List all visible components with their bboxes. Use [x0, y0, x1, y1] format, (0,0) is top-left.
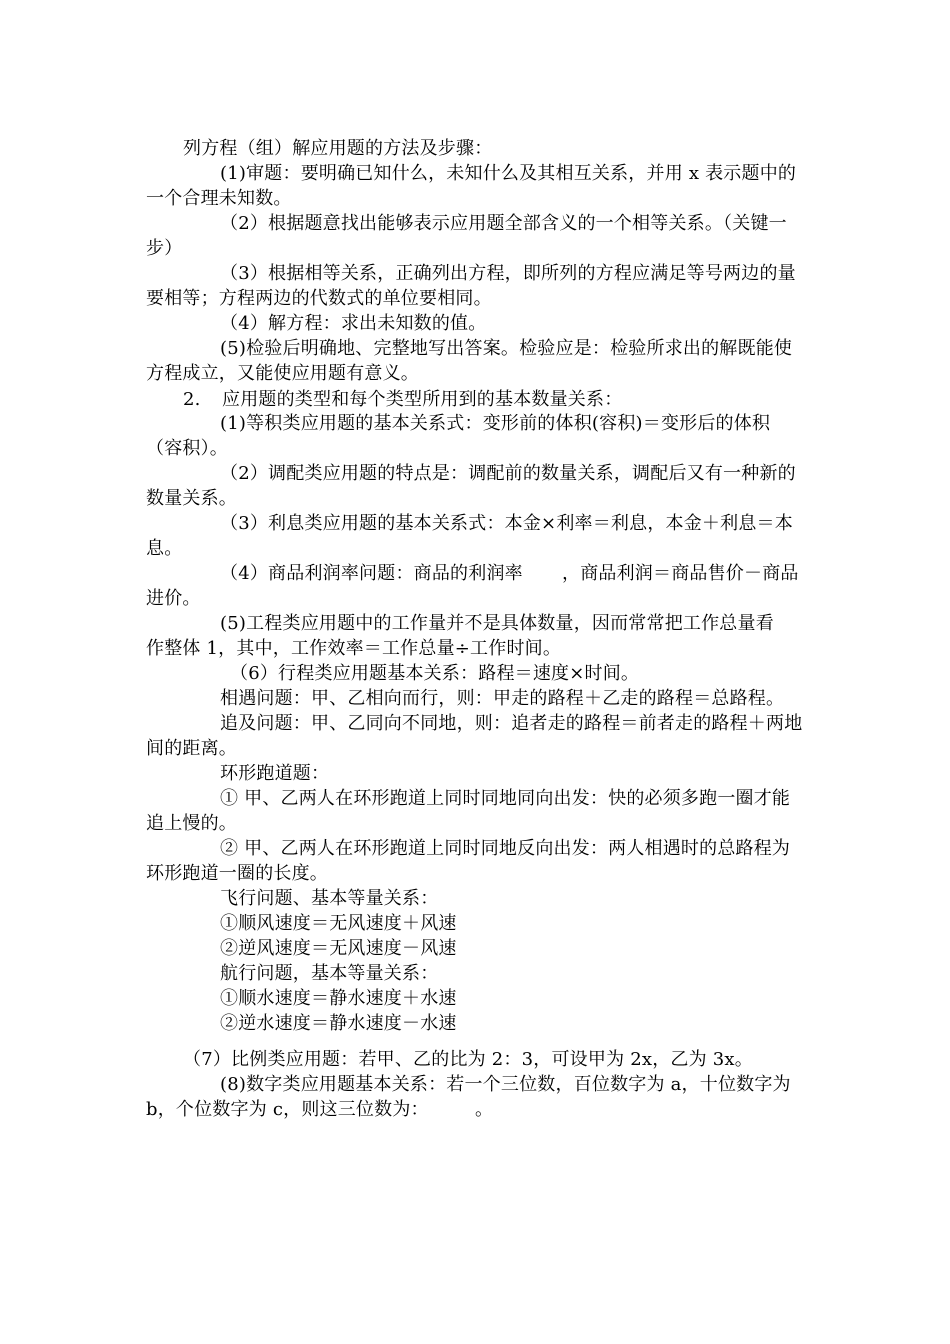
step-3-line-2: 要相等；方程两边的代数式的单位要相同。 — [146, 288, 492, 309]
digits-line-2b: 。 — [475, 1099, 494, 1120]
type-4-line-1a: （4）商品利润率问题：商品的利润率 — [220, 563, 523, 584]
ratio-problem: （7）比例类应用题：若甲、乙的比为 2：3，可设甲为 2x，乙为 3x。 — [183, 1049, 753, 1070]
step-5-line-2: 方程成立，又能使应用题有意义。 — [146, 363, 419, 384]
digits-line-2a: b，个位数字为 c，则这三位数为： — [146, 1099, 429, 1120]
sail-title: 航行问题，基本等量关系： — [220, 963, 439, 984]
track-2-line-1: ② 甲、乙两人在环形跑道上同时同地反向出发：两人相遇时的总路程为 — [220, 838, 791, 859]
step-1-line-1: (1)审题：要明确已知什么，未知什么及其相互关系，并用 x 表示题中的 — [220, 163, 797, 184]
type-5-line-2: 作整体 1，其中，工作效率＝工作总量÷工作时间。 — [146, 638, 562, 659]
section-2-number: 2. — [183, 389, 201, 410]
heading: 列方程（组）解应用题的方法及步骤： — [183, 138, 493, 159]
type-3-line-1: （3）利息类应用题的基本关系式：本金×利率＝利息，本金＋利息＝本 — [220, 513, 793, 534]
type-1-line-1: (1)等积类应用题的基本关系式：变形前的体积(容积)＝变形后的体积 — [220, 413, 771, 434]
track-2-line-2: 环形跑道一圈的长度。 — [146, 863, 328, 884]
track-1-line-1: ① 甲、乙两人在环形跑道上同时同地同向出发：快的必须多跑一圈才能 — [220, 788, 791, 809]
section-2-title: 应用题的类型和每个类型所用到的基本数量关系： — [222, 389, 623, 410]
track-title: 环形跑道题： — [220, 763, 330, 784]
flight-tailwind: ①顺风速度＝无风速度＋风速 — [220, 913, 457, 934]
type-4-line-2: 进价。 — [146, 588, 201, 609]
step-2-line-1: （2）根据题意找出能够表示应用题全部含义的一个相等关系。（关键一 — [220, 213, 787, 234]
step-3-line-1: （3）根据相等关系，正确列出方程，即所列的方程应满足等号两边的量 — [220, 263, 796, 284]
sail-upstream: ②逆水速度＝静水速度－水速 — [220, 1013, 457, 1034]
type-5-line-1: (5)工程类应用题中的工作量并不是具体数量，因而常常把工作总量看 — [220, 613, 774, 634]
step-5-line-1: (5)检验后明确地、完整地写出答案。检验应是：检验所求出的解既能使 — [220, 338, 793, 359]
type-2-line-1: （2）调配类应用题的特点是：调配前的数量关系，调配后又有一种新的 — [220, 463, 796, 484]
digits-line-1: (8)数字类应用题基本关系：若一个三位数，百位数字为 a，十位数字为 — [220, 1074, 791, 1095]
type-1-line-2: （容积）。 — [146, 438, 228, 459]
chase-problem-line-1: 追及问题：甲、乙同向不同地，则：追者走的路程＝前者走的路程＋两地 — [220, 713, 803, 734]
step-4-line-1: （4）解方程：求出未知数的值。 — [220, 313, 487, 334]
type-4-line-1b: ，商品利润＝商品售价－商品 — [562, 563, 799, 584]
flight-title: 飞行问题、基本等量关系： — [220, 888, 439, 909]
sail-downstream: ①顺水速度＝静水速度＋水速 — [220, 988, 457, 1009]
meet-problem: 相遇问题：甲、乙相向而行，则：甲走的路程＋乙走的路程＝总路程。 — [220, 688, 785, 709]
type-2-line-2: 数量关系。 — [146, 488, 237, 509]
type-3-line-2: 息。 — [146, 538, 183, 559]
flight-headwind: ②逆风速度＝无风速度－风速 — [220, 938, 457, 959]
step-1-line-2: 一个合理未知数。 — [146, 188, 292, 209]
chase-problem-line-2: 间的距离。 — [146, 738, 237, 759]
type-6-line-1: （6）行程类应用题基本关系：路程＝速度×时间。 — [230, 663, 640, 684]
step-2-line-2: 步） — [146, 238, 183, 259]
track-1-line-2: 追上慢的。 — [146, 813, 237, 834]
